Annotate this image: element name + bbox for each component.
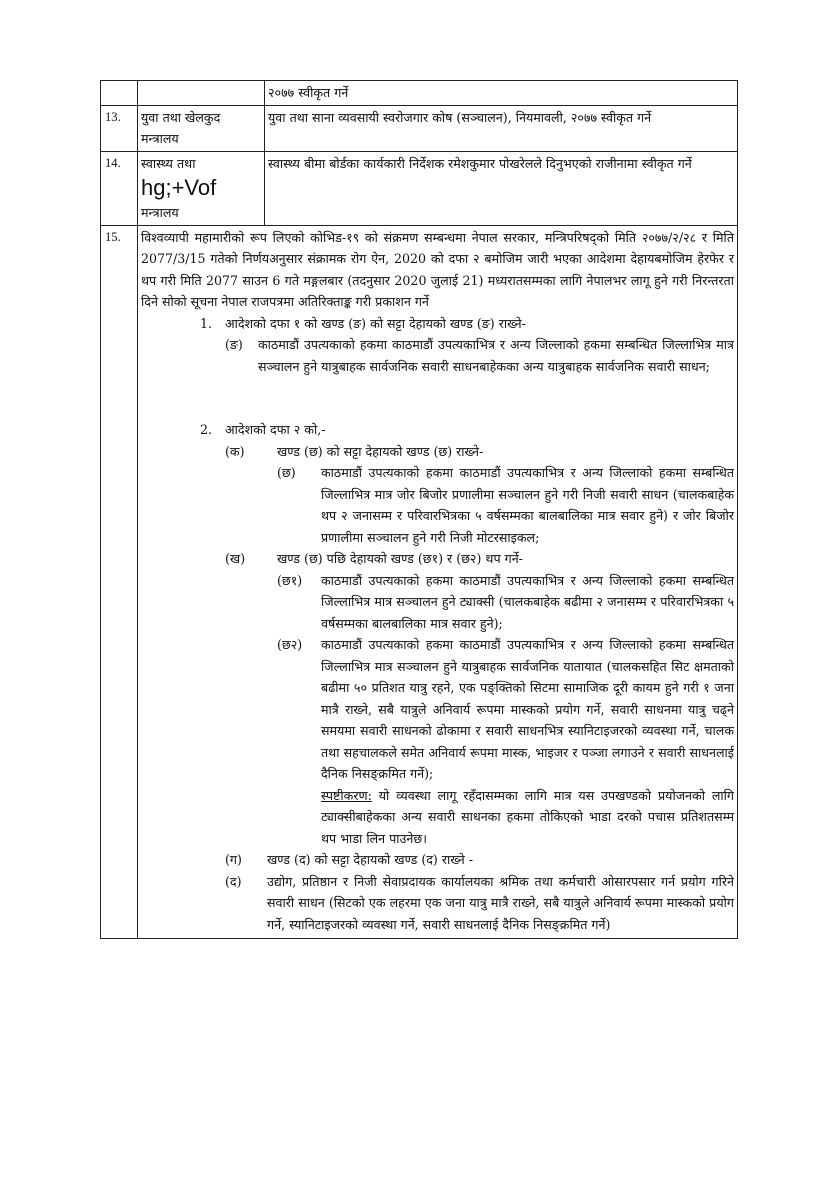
- decision-cell: स्वास्थ्य बीमा बोर्डका कार्यकारी निर्देशक रमेशकुमार पोखरेलले दिनुभएको राजीनामा स्वीकृत गर्ने: [265, 151, 738, 225]
- table-row: [101, 151, 738, 225]
- ministry-cell: [138, 151, 265, 225]
- clause-text: उद्योग, प्रतिष्ठान र निजी सेवाप्रदायक कार्यालयका श्रमिक तथा कर्मचारी ओसारपसार गर्न प्रयोग गरिने सवारी साधन (सिटको एक लहरमा एक जना यात्रु मात्रै राख्ने, सबै यात्रुले अनिवार्य रूपमा मास्कको प्रयोग गर्ने, स्यानिटाइजरको व्यवस्था गर्ने, सवारी साधनलाई दैनिक निसङ्क्रमित गर्ने): [267, 873, 734, 932]
- sub-item-text: खण्ड (छ) पछि देहायको खण्ड (छ१) र (छ२) थप गर्ने-: [277, 551, 523, 566]
- item-text: आदेशको दफा १ को खण्ड (ङ) को सट्टा देहायको खण्ड (ङ) राख्ने-: [225, 315, 526, 331]
- sub-item-kha: [141, 548, 734, 570]
- item-label: 2.: [200, 422, 213, 437]
- sub-item-label: (क): [225, 443, 245, 459]
- decision-cell-merged: [138, 225, 738, 939]
- decision-cell: युवा तथा साना व्यवसायी स्वरोजगार कोष (सञ्चालन), नियमावली, २०७७ स्वीकृत गर्ने: [265, 105, 738, 151]
- sub-item-text: खण्ड (द) को सट्टा देहायको खण्ड (द) राख्ने -: [267, 852, 473, 867]
- clause-label: (छ): [277, 465, 296, 480]
- ministry-cell: [138, 81, 265, 106]
- decision-intro: विश्वव्यापी महामारीको रूप लिएको कोभिड-१९ को संक्रमण सम्बन्धमा नेपाल सरकार, मन्त्रिपरिषद्को मिति २०७७/२/२८ र मिति 2077/3/15 गतेको निर्णयअनुसार संक्रामक रोग ऐन, 2020 को दफा २ बमोजिम जारी भएका आदेशमा देहायबमोजिम हेरफेर र थप गरी मिति 2077 साउन 6 गते मङ्गलबार (तदनुसार 2020 जुलाई 21) मध्यरातसम्मका लागि नेपालभर लागू हुने गरी निरन्तरता दिने सोको सूचना नेपाल राजपत्रमा अतिरिक्ताङ्क गरी प्रकाशन गर्ने: [141, 229, 734, 309]
- row-number: 13.: [101, 105, 138, 151]
- blank-space: [141, 377, 734, 419]
- list-item-2: [141, 419, 734, 441]
- sub-item-label: (ग): [225, 852, 242, 867]
- clause-label: (द): [225, 873, 242, 889]
- list-item-1: [141, 313, 734, 335]
- clause-label: (छ२): [277, 637, 303, 652]
- clause-label: (ङ): [225, 337, 243, 352]
- sub-item-label: (ख): [225, 551, 246, 566]
- row-number: 14.: [101, 151, 138, 225]
- ministry-cell: युवा तथा खेलकुद मन्त्रालय: [138, 105, 265, 151]
- clarification-label: स्पष्टीकरण:: [321, 787, 372, 803]
- clause-text: काठमाडौं उपत्यकाको हकमा काठमाडौं उपत्यकाभित्र र अन्य जिल्लाको हकमा सम्बन्धित जिल्लाभित्र मात्र सञ्चालन हुने यात्रुबाहक सार्वजनिक यातायात (चालकसहित सिट क्षमताको बढीमा ५० प्रतिशत यात्रु रहने, एक पङ्क्तिको सिटमा सामाजिक दूरी कायम हुने गरी १ जना मात्रै राख्ने, सबै यात्रुले अनिवार्य रूपमा मास्कको प्रयोग गर्ने, सवारी साधनमा यात्रु चढ्ने समयमा सवारी साधनको ढोकामा र सवारी साधनभित्र स्यानिटाइजरको व्यवस्था गर्ने, चालक तथा सहचालकले समेत अनिवार्य रूपमा मास्क, भाइजर र पञ्जा लगाउने र सवारी साधनलाई दैनिक निसङ्क्रमित गर्ने);: [321, 637, 734, 781]
- sub-item-text: खण्ड (छ) को सट्टा देहायको खण्ड (छ) राख्ने-: [277, 443, 484, 459]
- clause-label: (छ१): [277, 572, 303, 588]
- clarification-text: यो व्यवस्था लागू रहँदासम्मका लागि मात्र यस उपखण्डको प्रयोजनको लागि ट्याक्सीबाहेकका अन्य सवारी साधनका हकमा तोकिएको भाडा दरको पचास प्रतिशतसम्म थप भाडा लिन पाउनेछ।: [321, 787, 734, 846]
- clause-text: काठमाडौं उपत्यकाको हकमा काठमाडौं उपत्यकाभित्र र अन्य जिल्लाको हकमा सम्बन्धित जिल्लाभित्र मात्र सञ्चालन हुने यात्रुबाहक सार्वजनिक सवारी साधनबाहेकका अन्य यात्रुबाहक सार्वजनिक सवारी साधन;: [258, 337, 734, 374]
- ministry-line: स्वास्थ्य तथा: [141, 155, 196, 171]
- cabinet-decisions-table: [100, 80, 738, 939]
- row-number: [101, 81, 138, 106]
- sub-item-ga: [141, 849, 734, 871]
- decision-cell: २०७७ स्वीकृत गर्ने: [265, 81, 738, 106]
- item-label: 1.: [200, 315, 213, 331]
- clause-da: [141, 871, 734, 938]
- clause-nga: [141, 334, 734, 377]
- clause-text: काठमाडौं उपत्यकाको हकमा काठमाडौं उपत्यकाभित्र र अन्य जिल्लाको हकमा सम्बन्धित जिल्लाभित्र मात्र जोर बिजोर प्रणालीमा सञ्चालन हुने गरी निजी सवारी साधन (चालकबाहेक थप २ जनासम्म र परिवारभित्रका ५ वर्षसम्मका बालबालिका मात्र सवार हुने) र जोर बिजोर प्रणालीमा सञ्चालन हुने गरी निजी मोटरसाइकल;: [321, 465, 734, 545]
- clause-chha1: [141, 570, 734, 635]
- clause-chha2: [141, 634, 734, 785]
- clause-chha: [141, 462, 734, 548]
- item-text: आदेशको दफा २ को,-: [225, 422, 326, 437]
- clarification: [141, 785, 734, 850]
- table-row: [101, 81, 738, 106]
- row-number: 15.: [101, 225, 138, 939]
- ministry-line: मन्त्रालय: [141, 205, 179, 220]
- clause-text: काठमाडौं उपत्यकाको हकमा काठमाडौं उपत्यकाभित्र र अन्य जिल्लाको हकमा सम्बन्धित जिल्लाभित्र मात्र सञ्चालन हुने ट्याक्सी (चालकबाहेक बढीमा २ जनासम्म र परिवारभित्रका ५ वर्षसम्मका बालबालिका मात्र सवार हुने);: [321, 572, 734, 631]
- sub-item-ka: [141, 441, 734, 463]
- table-row: [101, 225, 738, 939]
- ministry-garbled-text: hg;+Vof: [141, 175, 217, 200]
- table-row: [101, 105, 738, 151]
